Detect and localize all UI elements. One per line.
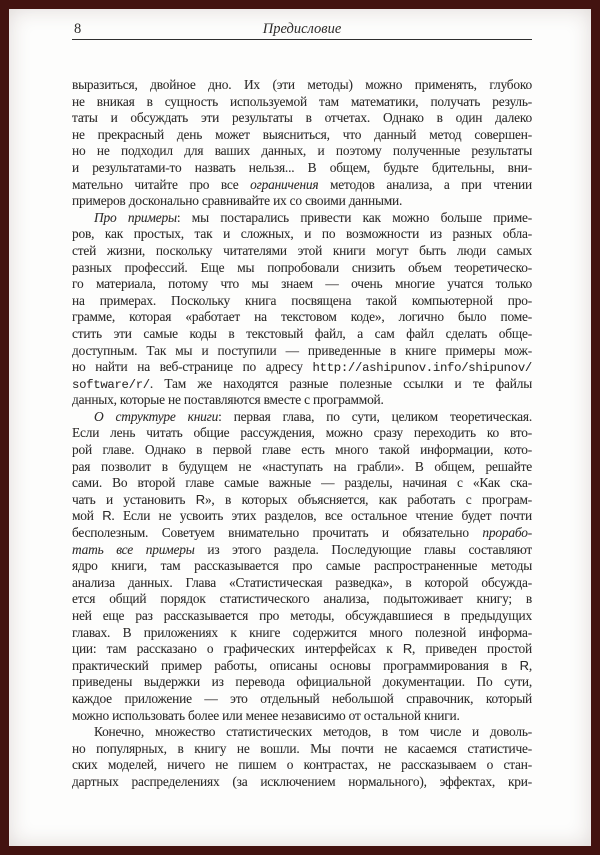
text-line [72,475,532,492]
text-segment: на примерах. Поскольку книга посвящена такой компьютерной про- [72,292,532,308]
text-line [72,641,532,658]
text-segment: главах. В приложениях к книге содержится много полезной информа- [72,624,532,640]
header-rule [72,39,532,40]
text-line [72,658,532,675]
text-line [72,276,532,293]
text-segment: дартных распределениях (за исключением нормального), эффектах, кри- [72,773,532,789]
text-line [72,774,532,791]
text-segment: но не подходил для ваших данных, и поэтому полученные результаты [72,143,532,159]
text-segment: , [528,657,532,673]
text-segment: разных профессий. Еще мы попробовали снизить объем теоретическо- [72,259,532,275]
text-line [72,226,532,243]
text-line [72,127,532,144]
text-segment: но популярных, в книгу не вошли. Мы почти не касаемся статистиче- [72,740,532,756]
text-segment: методов анализа, а при чтении [318,176,532,192]
text-segment: R [519,657,529,673]
text-segment: ских моделей, ничего не пишем о контрастах, не рассказываем о стан- [72,757,532,773]
text-line [72,691,532,708]
text-segment: каждое приложение — это отдельный небольшой справочник, который [72,690,532,706]
text-segment: стить эти самые коды в текстовый файл, а сам файл сделать обще- [72,325,532,341]
text-segment: Конечно, множество статистических методов, в том числе и доволь- [94,724,532,740]
text-segment: сами. Во второй главе самые важные — разделы, начиная с «Как ска- [72,475,532,491]
text-line [72,542,532,559]
text-line [72,625,532,642]
running-head [72,9,532,39]
text-segment: : мы постарались привести как можно больше приме- [176,209,532,225]
text-segment: данных, которые не поставляются вместе с программой. [72,392,384,408]
text-line [72,260,532,277]
url-text: http://ashipunov.info/shipunov/ [312,361,532,376]
text-line [72,309,532,326]
text-segment: прорабо- [482,525,532,541]
text-segment: Если лень читать общие рассуждения, можно сразу переходить ко вто- [72,425,532,441]
text-segment: : первая глава, по сути, целиком теоретическая. [218,408,532,424]
text-segment: выразиться, двойное дно. Их (эти методы) можно применять, глубоко [72,77,532,92]
text-segment: грамме, которая «работает на текстовом коде», логично было поме- [72,309,532,325]
text-line [72,343,532,360]
text-line [72,741,532,758]
paragraph [72,77,532,210]
text-line [72,591,532,608]
text-segment: и результатами-то назвать нельзя... В общем, будьте бдительны, вни- [72,159,532,175]
paragraph [72,210,532,409]
text-segment: мой [72,508,103,524]
text-line [72,160,532,177]
text-line [72,110,532,127]
text-line [72,359,532,376]
text-line [72,210,532,227]
running-head-title: Предисловие [262,21,342,37]
text-segment: рой главе. Однако в первой главе есть много такой информации, кото- [72,442,532,458]
text-segment: анализа данных. Глава «Статистическая разведка», в которой обсужда- [72,574,532,590]
text-line [72,94,532,111]
text-line [72,558,532,575]
text-line [72,409,532,426]
text-segment: . Там же находятся разные полезные ссылки и те файлы [149,375,532,391]
text-line [72,376,532,393]
text-segment: не прекрасный день может выясниться, что данный метод совершен- [72,126,532,142]
text-segment: рая позволит в будущем не «наступать на грабли». В общем, решайте [72,458,532,474]
text-line [72,708,532,725]
text-segment: R [402,641,413,657]
text-segment: R [102,508,112,524]
text-segment: из этого раздела. Последующие главы составляют [194,541,532,557]
paragraph [72,409,532,724]
text-segment: », в которых объясняется, как работать с програм- [204,491,532,507]
text-line [72,674,532,691]
text-line [72,724,532,741]
text-line [72,326,532,343]
text-line [72,77,532,94]
text-segment: бесполезным. Советуем внимательно прочитать и обязательно [72,525,483,541]
text-segment: но найти на веб-странице по адресу [72,359,313,375]
text-segment: . Если не усвоить этих разделов, все остальное чтение будет почти [111,508,532,524]
text-line [72,575,532,592]
text-line [72,425,532,442]
text-segment: , приведен простой [412,641,532,657]
text-segment: О структуре книги [94,408,219,424]
page-content [72,9,532,791]
text-line [72,293,532,310]
text-segment: практический пример работы, описаны основы программирования в [72,657,520,673]
text-segment: го материала, потому что мы знаем — очень многие учатся только [72,276,532,292]
text-line [72,492,532,509]
text-line [72,757,532,774]
text-segment: примеров досконально сравнивайте их со своими данными. [72,193,403,209]
text-segment: мательно читайте про все [72,176,251,192]
text-line [72,508,532,525]
text-body [72,77,532,791]
text-line [72,193,532,210]
text-line [72,177,532,194]
text-line [72,459,532,476]
text-segment: ней еще раз рассказывается про методы, обсуждавшиеся в предыдущих [72,608,532,623]
text-segment: можно использовать более или менее независимо от остальной книги. [72,707,460,723]
text-segment: ядро книги, там рассказывается про самые распространенные методы [72,558,532,574]
text-segment: стей жизни, поскольку читателями этой книги могут быть люди самых [72,242,532,258]
text-segment: таты и обсуждать эти результаты в отчетах. Однако в один далеко [72,110,532,126]
paragraph [72,724,532,790]
text-segment: ции: там рассказано о графических интерфейсах к [72,641,403,657]
text-segment: чать и установить [72,491,196,507]
text-line [72,392,532,409]
text-segment: не вникая в сущность используемой там математики, получать резуль- [72,93,532,109]
text-line [72,143,532,160]
url-text: software/r/ [72,377,150,392]
text-line [72,525,532,542]
text-segment: ется общий порядок статистического анализа, подытоживает книгу; в [72,591,532,607]
text-line [72,608,532,625]
text-segment: тать все примеры [72,541,195,557]
text-segment: R [195,491,205,507]
text-line [72,243,532,260]
text-segment: Про примеры [94,209,177,225]
text-line [72,442,532,459]
text-segment: доступным. Так мы и поступили — приведенные в книге примеры мож- [72,342,532,358]
text-segment: ограничения [250,176,319,192]
text-segment: ров, как простых, так и сложных, и по возможности из разных обла- [72,226,532,242]
page-number: 8 [74,21,82,37]
text-segment: приведены выдержки из перевода официальной документации. По сути, [72,674,532,690]
